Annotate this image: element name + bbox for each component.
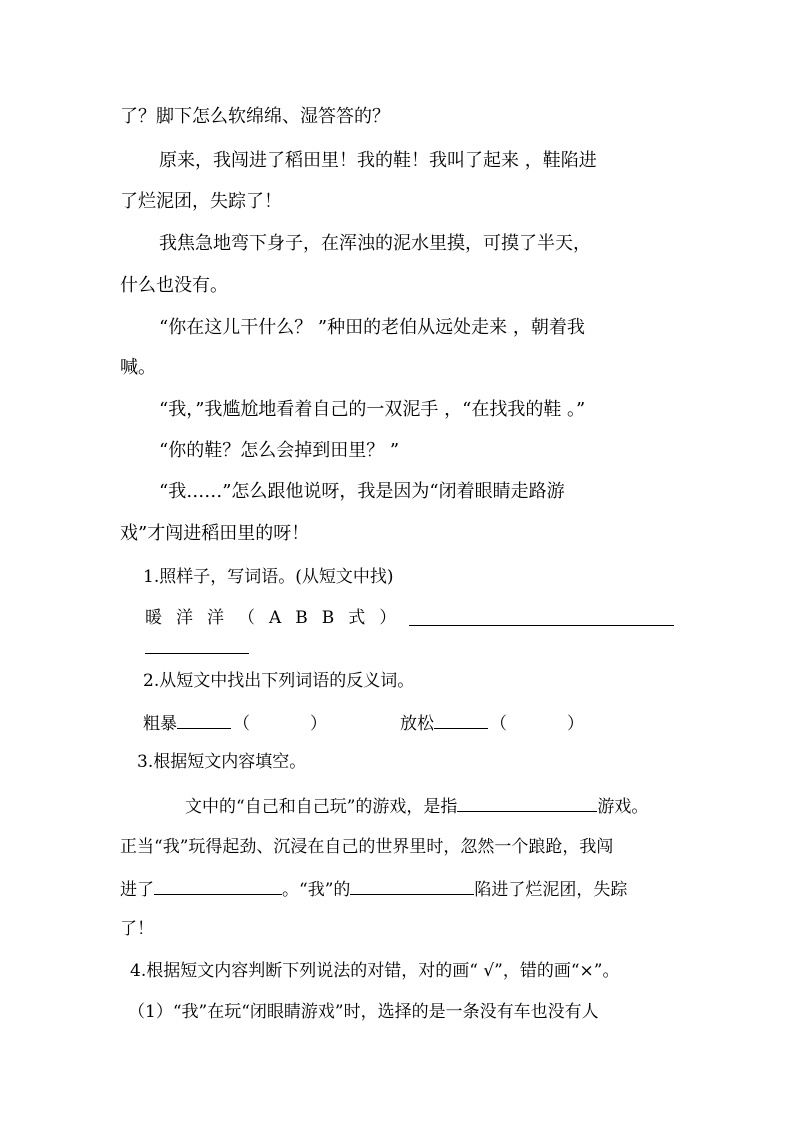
paren-open-2: （ bbox=[490, 714, 507, 734]
story-line-9: “你的鞋？怎么会掉到田里？ ” bbox=[159, 440, 400, 461]
fill-line-3 bbox=[120, 876, 627, 902]
story-line-7: 喊。 bbox=[120, 357, 156, 378]
paren-close-1: ） bbox=[310, 714, 327, 734]
fill-blank-2[interactable] bbox=[154, 876, 282, 895]
fill-text-3c: 陷进了烂泥团，失踪 bbox=[474, 880, 628, 900]
fill-text-3a: 进了 bbox=[120, 880, 154, 900]
fill-blank-3[interactable] bbox=[350, 876, 474, 895]
answer-line-q1-a[interactable] bbox=[409, 625, 674, 626]
question-2-title: 2.从短文中找出下列词语的反义词。 bbox=[143, 671, 415, 691]
question-4-title: 4.根据短文内容判断下列说法的对错，对的画“ √”，错的画“×”。 bbox=[130, 961, 620, 981]
antonym-word-2: 放松 bbox=[400, 714, 434, 734]
antonym-item-2 bbox=[400, 710, 584, 736]
fill-text-1a: 文中的“自己和自己玩”的游戏，是指 bbox=[185, 797, 458, 817]
story-line-4: 我焦急地弯下身子，在浑浊的泥水里摸，可摸了半天， bbox=[159, 233, 591, 254]
question-1-title: 1.照样子，写词语。(从短文中找) bbox=[143, 567, 394, 587]
story-line-1: 了？脚下怎么软绵绵、湿答答的？ bbox=[120, 106, 390, 127]
question-3-title: 3.根据短文内容填空。 bbox=[137, 752, 307, 772]
question-1-example: 暖洋洋（ABB式） bbox=[145, 608, 411, 628]
antonym-word-1: 粗暴 bbox=[143, 714, 177, 734]
judge-item-1: （1）“我”在玩“闭眼睛游戏”时，选择的是一条没有车也没有人 bbox=[128, 1002, 599, 1022]
fill-text-1b: 游戏。 bbox=[597, 797, 649, 817]
story-line-11: 戏”才闯进稻田里的呀！ bbox=[120, 523, 310, 544]
fill-line-2: 正当“我”玩得起劲、沉浸在自己的世界里时，忽然一个踉跄，我闯 bbox=[120, 837, 614, 857]
fill-text-3b: 。“我”的 bbox=[282, 880, 351, 900]
story-line-10: “我……”怎么跟他说呀，我是因为“闭着眼睛走路游 bbox=[159, 481, 565, 502]
paren-close-2: ） bbox=[567, 714, 584, 734]
fill-blank-1[interactable] bbox=[457, 793, 597, 812]
story-line-3: 了烂泥团，失踪了！ bbox=[120, 191, 282, 212]
story-line-2: 原来，我闯进了稻田里！我的鞋！我叫了起来 ，鞋陷进 bbox=[159, 150, 597, 171]
answer-line-q1-b[interactable] bbox=[145, 653, 249, 654]
fill-line-4: 了！ bbox=[120, 919, 154, 939]
antonym-blank-1[interactable] bbox=[177, 710, 231, 729]
antonym-blank-2[interactable] bbox=[434, 710, 488, 729]
paren-open-1: （ bbox=[233, 714, 250, 734]
fill-line-1 bbox=[185, 793, 648, 819]
story-line-8: “我，”我尴尬地看着自己的一双泥手 ，“在找我的鞋 。” bbox=[159, 399, 586, 420]
antonym-item-1 bbox=[143, 710, 327, 736]
story-line-5: 什么也没有。 bbox=[120, 275, 228, 296]
story-line-6: “你在这儿干什么？ ”种田的老伯从远处走来 ，朝着我 bbox=[159, 317, 585, 338]
